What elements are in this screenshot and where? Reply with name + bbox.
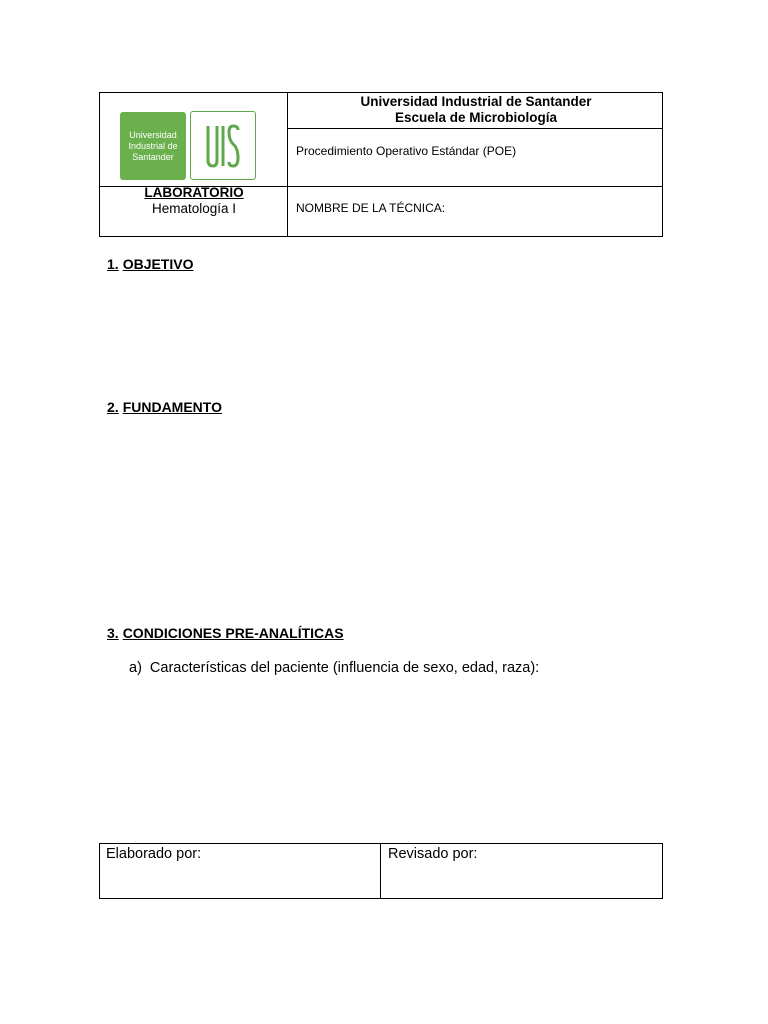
section-heading-fundamento xyxy=(107,399,222,415)
header-table xyxy=(99,92,663,237)
section-number: 2. xyxy=(107,399,119,415)
header-divider-title xyxy=(288,128,662,129)
reviewed-by-label: Revisado por: xyxy=(388,846,478,862)
list-item xyxy=(129,660,539,676)
section-number: 3. xyxy=(107,625,119,641)
school-name: Escuela de Microbiología xyxy=(394,110,558,125)
list-item-text: Características del paciente (influencia de sexo, edad, raza): xyxy=(149,660,540,676)
section-title: FUNDAMENTO xyxy=(122,399,222,415)
list-item-letter: a) xyxy=(129,660,142,676)
section-number: 1. xyxy=(107,256,119,272)
university-name: Universidad Industrial de Santander xyxy=(360,94,592,109)
signature-table xyxy=(99,843,663,899)
technique-label: NOMBRE DE LA TÉCNICA: xyxy=(296,201,446,215)
lab-block xyxy=(100,185,288,217)
section-heading-objetivo xyxy=(107,256,193,272)
logo-text: Universidad Industrial de Santander xyxy=(128,129,178,162)
section-heading-condiciones xyxy=(107,625,344,641)
section-title: OBJETIVO xyxy=(122,256,194,272)
section-title: CONDICIONES PRE-ANALÍTICAS xyxy=(122,625,344,641)
prepared-by-label: Elaborado por: xyxy=(106,846,202,862)
header-title-block xyxy=(289,93,663,126)
uis-emblem-icon xyxy=(190,111,256,180)
lab-label: LABORATORIO xyxy=(144,185,244,200)
signature-divider xyxy=(380,844,381,898)
university-logo xyxy=(120,112,186,180)
procedure-title: Procedimiento Operativo Estándar (POE) xyxy=(296,144,517,158)
lab-name: Hematología I xyxy=(151,201,237,216)
uis-emblem-graphic xyxy=(203,120,243,172)
